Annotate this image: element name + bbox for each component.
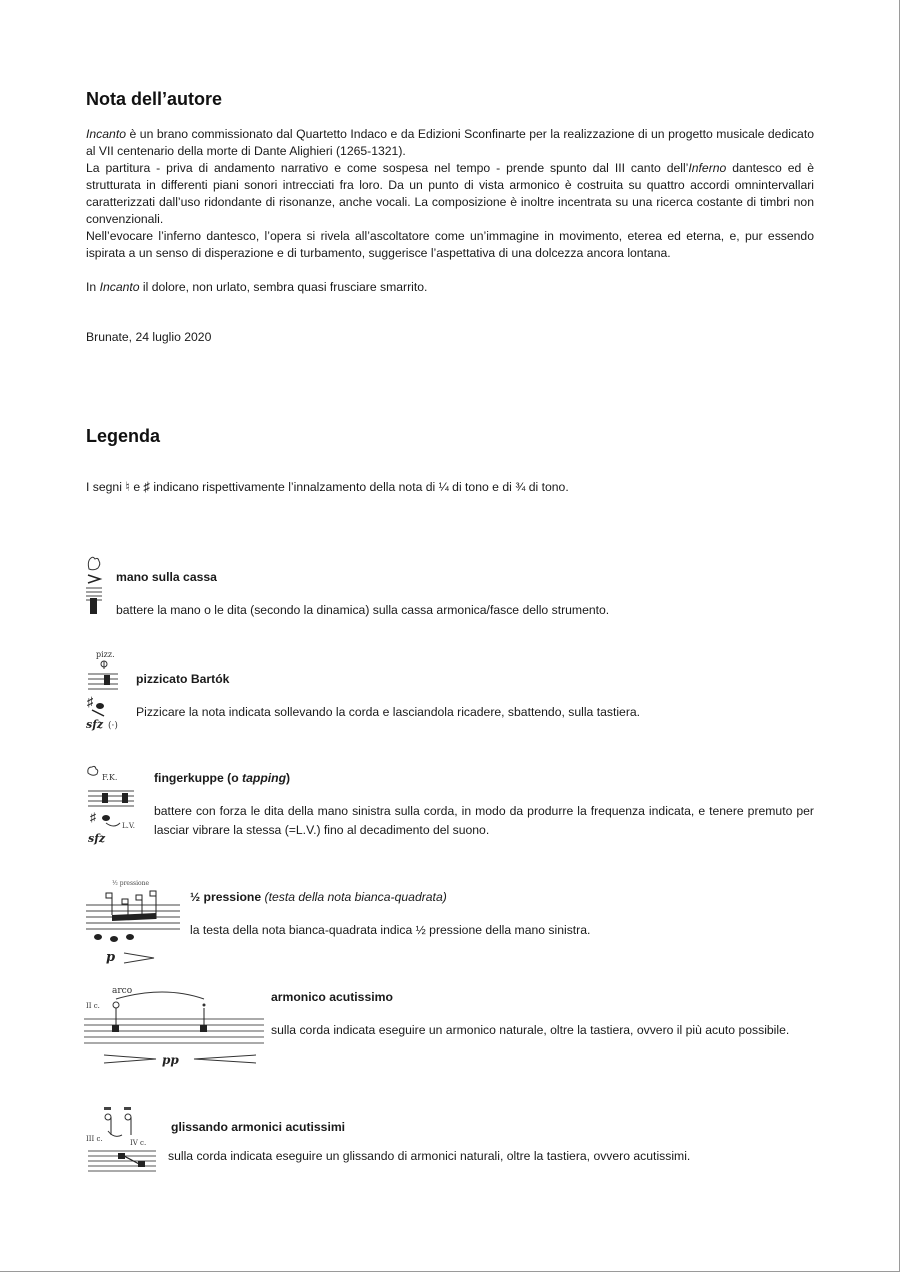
note-paragraph-4 — [86, 279, 814, 296]
legend-item-title: mano sulla cassa — [116, 570, 217, 584]
note-paragraph-2-text-b: dantesco ed è strutturata in differenti piani sonori intrecciati fra loro. Da un punto di vista armonico è costruita su quattro accordi omnintervallari caratterizzati dall’uso ridondante di risonanze, anche vocali. La composizione è inoltre incentrata su una ricerca costante di timbri non convenzionali. — [86, 161, 814, 226]
inferno-title: Inferno — [688, 161, 727, 175]
legend-item-title — [190, 890, 447, 904]
arco-mark: arco — [112, 986, 133, 996]
half-pressure-notation — [84, 873, 184, 965]
legend-heading: Legenda — [86, 426, 161, 446]
legend-item-title: glissando armonici acutissimi — [171, 1120, 346, 1134]
legend-intro-text-mid: e — [129, 480, 144, 494]
note-heading: Nota dell’autore — [86, 89, 223, 109]
legend-item-description: sulla corda indicata eseguire un glissando di armonici naturali, oltre la tastiera, ovvero acutissimi. — [168, 1149, 691, 1163]
note-paragraph-1-text: è un brano commissionato dal Quartetto Indaco e da Edizioni Sconfinarte per la realizzazione di un progetto musicale dedicato al VII centenario della morte di Dante Alighieri (1265-1321). — [86, 127, 814, 158]
legend-item-title-b: ) — [286, 771, 291, 785]
legend-item-description: la testa della nota bianca-quadrata indica ½ pressione della mano sinistra. — [190, 923, 591, 937]
legend-item-description: battere la mano o le dita (secondo la dinamica) sulla cassa armonica/fasce dello strumento. — [116, 603, 610, 617]
lv-mark: L.V. — [122, 822, 135, 830]
svg-text:♯: ♯ — [87, 694, 94, 709]
legend-item-title-em: tapping — [242, 771, 287, 785]
legend-item-title — [154, 771, 290, 785]
note-paragraph-4-text-a: In — [86, 280, 100, 294]
fk-mark: F.K. — [102, 773, 118, 782]
note-paragraph-2 — [86, 160, 814, 228]
legend-item-title-main: ½ pressione — [190, 890, 262, 904]
quarter-sharp-sign: ♮ — [125, 479, 130, 494]
pianissimo-mark: pp — [162, 1053, 179, 1067]
pizz-mark: pizz. — [96, 650, 115, 659]
svg-text:♯: ♯ — [90, 810, 96, 824]
note-paragraph-1 — [86, 126, 814, 160]
legend-item-title-a: fingerkuppe (o — [154, 771, 243, 785]
three-quarter-sharp-sign: ♯ — [143, 479, 151, 494]
legend-item-subtitle: (testa della nota bianca-quadrata) — [261, 890, 447, 904]
string-iv-mark: IV c. — [130, 1139, 147, 1147]
string-mark: II c. — [86, 1002, 100, 1010]
legend-intro — [86, 479, 569, 495]
string-iii-mark: III c. — [86, 1135, 103, 1143]
signature-date: Brunate, 24 luglio 2020 — [86, 330, 212, 344]
note-paragraph-3: Nell’evocare l’inferno dantesco, l’opera si rivela all’ascoltatore come un’immagine in movimento, eterea ed eterna, e, pur essendo ispirata a un senso di disperazione e di turbamento, suggerisce l’aspettativa di una dolcezza ancora lontana. — [86, 229, 814, 260]
breath-mark: (·) — [108, 721, 118, 731]
legend-item-description: sulla corda indicata eseguire un armonico naturale, oltre la tastiera, ovvero il più acuto possibile. — [271, 1023, 790, 1037]
note-paragraph-2-text-a: La partitura - priva di andamento narrativo e come sospesa nel tempo - prende spunto dal III canto dell’ — [86, 161, 689, 175]
legend-item-description: battere con forza le dita della mano sinistra sulla corda, in modo da produrre la frequenza indicata, e tenere premuto per lasciar vibrare la stessa (=L.V.) fino al decadimento del suono. — [154, 804, 814, 837]
legend-item-description: Pizzicare la nota indicata sollevando la corda e lasciandola ricadere, sbattendo, sulla tastiera. — [136, 705, 641, 719]
harmonic-glissando-notation — [84, 1105, 158, 1177]
highest-harmonic-notation — [84, 983, 264, 1073]
legend-item-title: pizzicato Bartók — [136, 672, 230, 686]
work-title: Incanto — [86, 127, 126, 141]
legend-intro-text-a: I segni — [86, 480, 126, 494]
legend-item-title: armonico acutissimo — [271, 990, 393, 1004]
fingerkuppe-notation — [84, 765, 144, 845]
half-pressure-mark: ½ pressione — [112, 880, 150, 887]
hand-on-body-notation — [84, 555, 106, 619]
legend-intro-text-b: indicano rispettivamente l’innalzamento della nota di ¼ di tono e di ¾ di tono. — [150, 480, 569, 494]
sfz-mark: sfz — [86, 718, 104, 731]
piano-mark: p — [106, 950, 116, 965]
sfz-mark: sfz — [88, 832, 106, 845]
note-paragraph-4-text-b: il dolore, non urlato, sembra quasi frusciare smarrito. — [139, 280, 428, 294]
bartok-pizzicato-notation — [84, 648, 126, 732]
work-title: Incanto — [99, 280, 140, 294]
